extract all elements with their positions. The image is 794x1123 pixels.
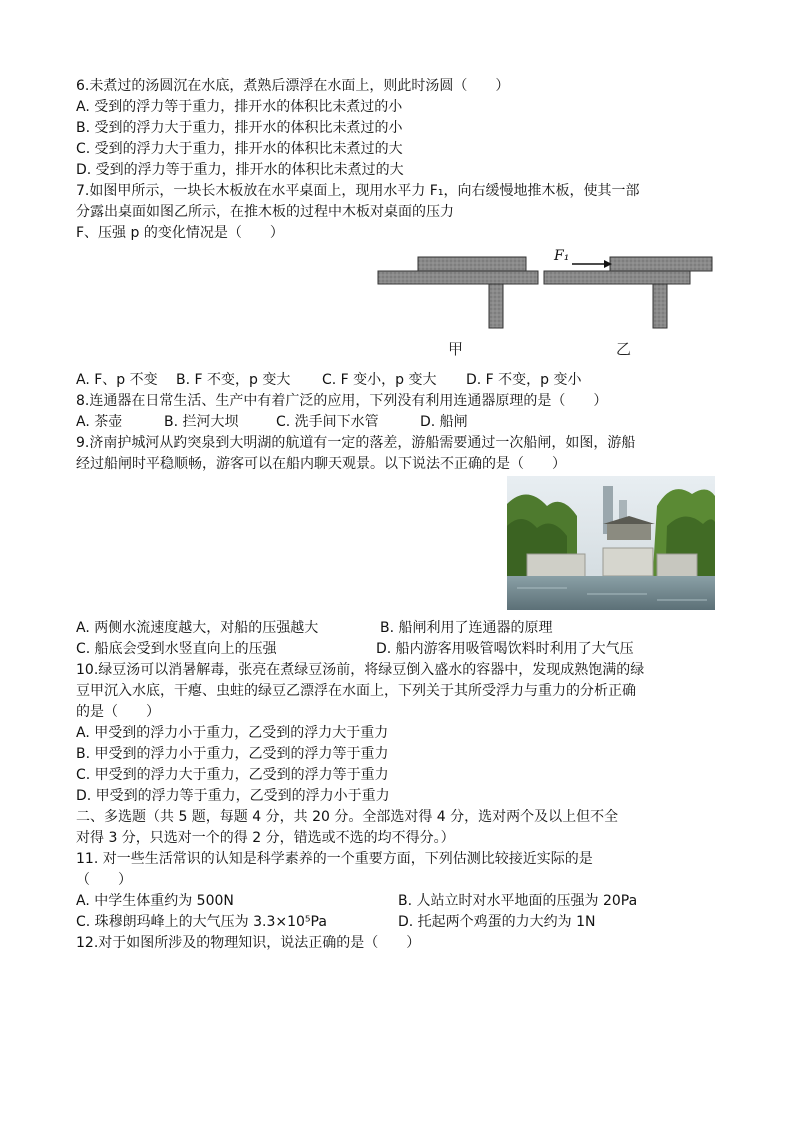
question-11-option-a: A. 中学生体重约为 500N: [76, 893, 234, 909]
question-9-option-a: A. 两侧水流速度越大，对船的压强越大: [76, 620, 319, 636]
question-6-option-b: B. 受到的浮力大于重力，排开水的体积比未煮过的小: [76, 120, 403, 136]
question-10-stem-line-2: 豆甲沉入水底，干瘪、虫蛀的绿豆乙漂浮在水面上，下列关于其所受浮力与重力的分析正确: [76, 683, 636, 699]
question-8-option-b: B. 拦河大坝: [164, 414, 239, 430]
section-2-heading-line-1: 二、多选题（共 5 题，每题 4 分，共 20 分。全部选对得 4 分，选对两个及以上但不全: [76, 809, 619, 825]
table-leg-yi: [653, 284, 667, 328]
question-7-option-d: D. F 不变，p 变小: [466, 372, 582, 388]
question-11-stem-line-1: 11. 对一些生活常识的认知是科学素养的一个重要方面，下列估测比较接近实际的是: [76, 851, 593, 867]
question-9-stem-line-1: 9.济南护城河从趵突泉到大明湖的航道有一定的落差，游船需要通过一次船闸，如图，游船: [76, 435, 636, 451]
figure-label-yi: 乙: [616, 340, 632, 358]
question-6-option-d: D. 受到的浮力等于重力，排开水的体积比未煮过的大: [76, 162, 404, 178]
question-6-option-c: C. 受到的浮力大于重力，排开水的体积比未煮过的大: [76, 141, 403, 157]
question-8-option-a: A. 茶壶: [76, 414, 123, 430]
figure-jia: [378, 257, 538, 328]
question-8-stem: 8.连通器在日常生活、生产中有着广泛的应用，下列没有利用连通器原理的是（ ）: [76, 393, 608, 409]
question-9-option-d: D. 船内游客用吸管喝饮料时利用了大气压: [376, 641, 634, 657]
force-label: F₁: [554, 248, 570, 264]
board-table-diagram: [370, 244, 720, 364]
figure-yi: [544, 248, 712, 328]
table-top-jia: [378, 271, 538, 284]
question-7-stem-line-1: 7.如图甲所示，一块长木板放在水平桌面上，现用水平力 F₁，向右缓慢地推木板，使其一部: [76, 183, 640, 199]
question-6-stem: 6.未煮过的汤圆沉在水底，煮熟后漂浮在水面上，则此时汤圆（ ）: [76, 78, 510, 94]
question-7-stem-line-3: F、压强 p 的变化情况是（ ）: [76, 225, 284, 241]
question-10-option-c: C. 甲受到的浮力大于重力，乙受到的浮力等于重力: [76, 767, 389, 783]
section-2-heading-line-2: 对得 3 分，只选对一个的得 2 分，错选或不选的均不得分。）: [76, 830, 455, 846]
table-top-yi: [544, 271, 690, 284]
question-8-option-d: D. 船闸: [420, 414, 468, 430]
question-10-stem-line-1: 10.绿豆汤可以消暑解毒，张亮在煮绿豆汤前，将绿豆倒入盛水的容器中，发现成熟饱满的绿: [76, 662, 645, 678]
question-10-stem-line-3: 的是（ ）: [76, 704, 160, 720]
question-7-option-a: A. F、p 不变: [76, 372, 158, 388]
board-jia: [418, 257, 526, 271]
question-8-option-c: C. 洗手间下水管: [276, 414, 379, 430]
question-9-option-b: B. 船闸利用了连通器的原理: [380, 620, 553, 636]
question-10-option-a: A. 甲受到的浮力小于重力，乙受到的浮力大于重力: [76, 725, 389, 741]
question-10-option-b: B. 甲受到的浮力小于重力，乙受到的浮力等于重力: [76, 746, 389, 762]
question-7-option-b: B. F 不变，p 变大: [176, 372, 291, 388]
figure-label-jia: 甲: [448, 340, 464, 358]
question-6-option-a: A. 受到的浮力等于重力，排开水的体积比未煮过的小: [76, 99, 403, 115]
board-yi: [610, 257, 712, 271]
question-7-figure: [370, 244, 720, 364]
question-11-option-c: C. 珠穆朗玛峰上的大气压为 3.3×10⁵Pa: [76, 914, 327, 930]
question-9-stem-line-2: 经过船闸时平稳顺畅，游客可以在船内聊天观景。以下说法不正确的是（ ）: [76, 456, 566, 472]
ship-lock-image: [507, 476, 715, 610]
question-7-stem-line-2: 分露出桌面如图乙所示，在推木板的过程中木板对桌面的压力: [76, 204, 454, 220]
question-11-stem-line-2: （ ）: [76, 872, 132, 888]
table-leg-jia: [489, 284, 503, 328]
ship-lock-photo: [507, 476, 715, 610]
question-7-option-c: C. F 变小，p 变大: [322, 372, 437, 388]
question-11-option-b: B. 人站立时对水平地面的压强为 20Pa: [398, 893, 638, 909]
question-10-option-d: D. 甲受到的浮力等于重力，乙受到的浮力小于重力: [76, 788, 390, 804]
question-9-option-c: C. 船底会受到水竖直向上的压强: [76, 641, 277, 657]
question-12-stem: 12.对于如图所涉及的物理知识，说法正确的是（ ）: [76, 935, 421, 951]
question-11-option-d: D. 托起两个鸡蛋的力大约为 1N: [398, 914, 596, 930]
